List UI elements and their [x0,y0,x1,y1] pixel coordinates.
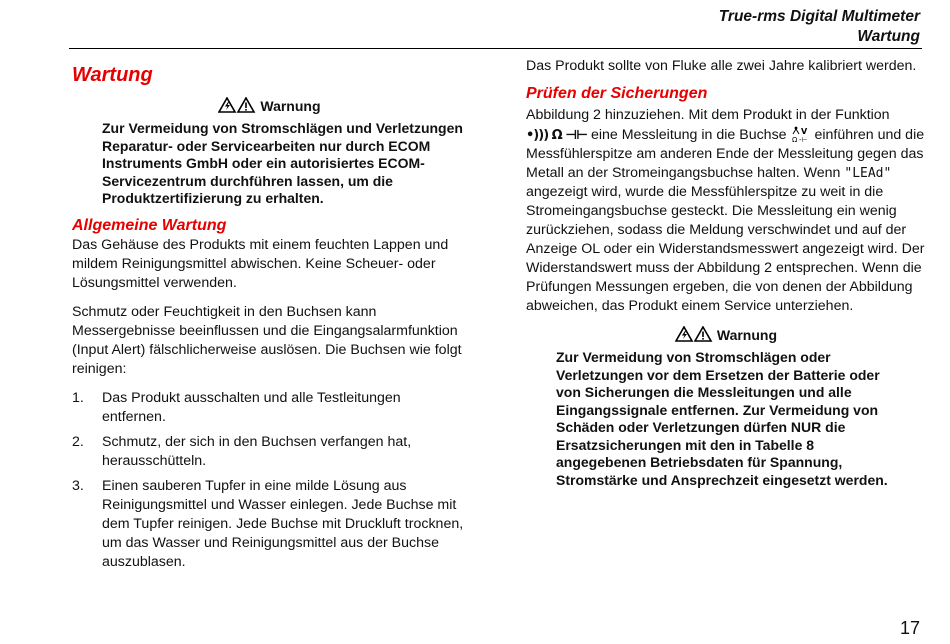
svg-text:-⊢: -⊢ [798,136,808,143]
warning-text: Zur Vermeidung von Stromschlägen oder Verletzungen vor dem Ersetzen der Batterie oder von Sicherungen die Messleitungen und alle Eingangssignale entfernen. Zur Vermeidung von Schäden oder Verletzungen dürfen NUR die Ersatzsicherungen mit den in Tabelle 8 angegebenen Betriebsdaten für Spannung, Stromstärke und Ansprechzeit eingesetzt werden. [556,349,888,488]
subheading-fuse-test: Prüfen der Sicherungen [526,85,708,102]
header-title: True-rms Digital Multimeter [718,8,920,25]
fuse-text-2: eine Messleitung in die Buchse [590,127,787,143]
function-symbols-icon: •))) Ω ⊣⊢ [526,128,588,143]
list-item-number: 1. [72,389,84,406]
warning-text: Zur Vermeidung von Stromschlägen und Verletzungen Reparatur- oder Servicearbeiten nur durch ECOM Instruments GmbH oder ein autorisiertes ECOM-Servicezentrum durchführen lassen, um die Produktzertifizierung zu erhalten. [102,120,463,206]
header-section: Wartung [857,28,920,45]
left-column [72,61,467,572]
paragraph-jacks: Schmutz oder Feuchtigkeit in den Buchsen kann Messergebnisse beeinflussen und die Eingangsalarmfunktion (Input Alert) fälschlicherweise auslösen. Die Buchsen wie folgt reinigen: [72,303,462,377]
page-heading: Wartung [72,64,153,86]
list-item-text: Schmutz, der sich in den Buchsen verfangen hat, herausschütteln. [102,433,412,469]
warning-title: Warnung [716,327,778,343]
warning-heading [72,97,467,115]
lead-display-text: "LEAd" [844,166,892,181]
list-item [72,433,467,471]
paragraph-fuse-test [526,106,926,316]
cleaning-steps-list [72,389,467,572]
warning-title: Warnung [260,98,321,114]
warning-triangle-icon [218,97,256,113]
input-jack-icon [791,125,811,143]
svg-text:V: V [800,127,807,136]
page-number: 17 [899,618,920,638]
list-item [72,477,467,572]
list-item-text: Das Produkt ausschalten und alle Testleitungen entfernen. [102,389,401,425]
header-rule [69,48,922,49]
warning-heading [526,326,926,344]
paragraph-housing: Das Gehäuse des Produkts mit einem feuchten Lappen und mildem Reinigungsmittel abwischen. Keine Scheuer- oder Lösungsmittel verwenden. [72,236,449,291]
list-item-number: 2. [72,433,84,450]
right-column [526,57,926,489]
fuse-text-3: einführen und die Messfühlerspitze am anderen Ende der Messleitung gegen das Metall an der Stromeingangsbuchse halten. Wenn [526,127,925,181]
list-item-text: Einen sauberen Tupfer in eine milde Lösung aus Reinigungsmittel und Wasser einlegen. Jede Buchse mit dem Tupfer reinigen. Jede Buchse mit Druckluft trocknen, um das Wasser und Reinigungsmittel aus der Buchse auszublasen. [102,477,464,570]
list-item-number: 3. [72,477,84,494]
fuse-text-1: Abbildung 2 hinzuziehen. Mit dem Produkt in der Funktion [526,107,890,123]
subheading-general-maintenance: Allgemeine Wartung [72,216,227,234]
paragraph-calibration: Das Produkt sollte von Fluke alle zwei Jahre kalibriert werden. [526,58,917,74]
svg-text:Ω: Ω [791,136,797,143]
warning-triangle-icon [675,326,713,342]
list-item [72,389,467,427]
fuse-text-4: angezeigt wird, wurde die Messfühlerspitze zu weit in die Stromeingangsbuchse gesteckt. Die Messleitung ein wenig zurückziehen, sodass die Meldung verschwindet und auf der Anzeige OL oder ein Widerstandsmesswert angezeigt wird. Der Widerstandswert muss der Abbildung 2 entsprechen. Wenn die Prüfungen Messungen ergeben, die von denen der Abbildung abweichen, das Produkt einem Service unterziehen. [526,184,925,314]
